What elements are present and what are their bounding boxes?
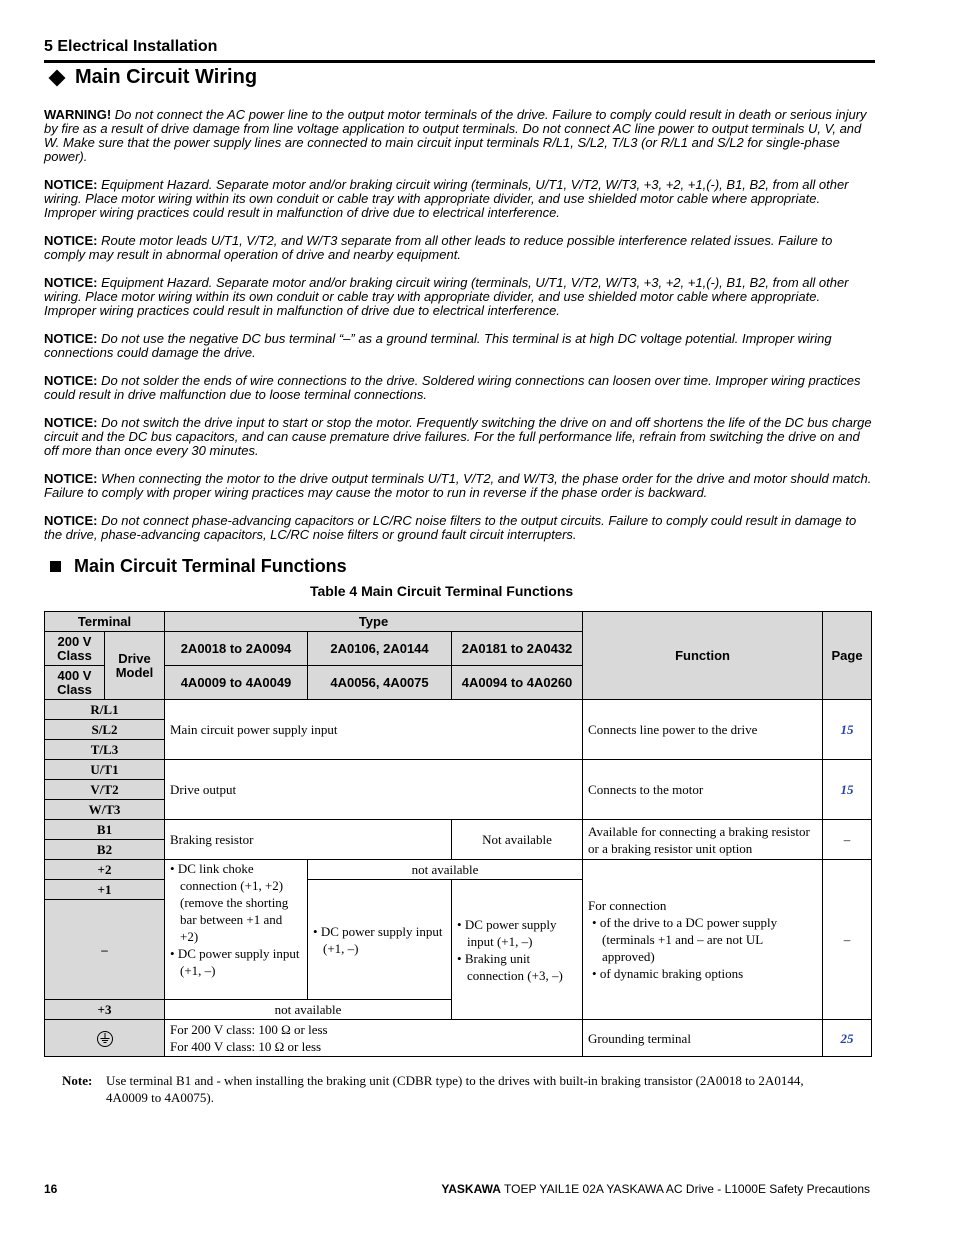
bullet-item: • DC link choke connection (+1, +2) (remove the shorting bar between +1 and +2) xyxy=(170,861,289,944)
footer-brand: YASKAWA xyxy=(441,1182,501,1196)
notice-text: Do not use the negative DC bus terminal “–” as a ground terminal. This terminal is at high DC voltage potential. Improper wiring connections could damage the drive. xyxy=(44,331,832,360)
table-caption: Table 4 Main Circuit Terminal Functions xyxy=(310,583,574,599)
model-200v-range-2: 2A0106, 2A0144 xyxy=(308,632,452,666)
notice-text: Equipment Hazard. Separate motor and/or braking circuit wiring (terminals, U/T1, V/T2, W/T3, +3, +2, +1,(-), B1, B2, from all other wiring. Place motor wiring within its own conduit or cable tray with appropriate divider, and use shielded motor cable where appropriate. Improper wiring practices could result in malfunction of drive due to electrical interference. xyxy=(44,177,849,220)
ground-symbol-icon xyxy=(97,1031,113,1047)
notice-label: NOTICE: xyxy=(44,513,98,528)
model-400v-range-1: 4A0009 to 4A0049 xyxy=(165,666,308,700)
model-200v-range-1: 2A0018 to 2A0094 xyxy=(165,632,308,666)
dc-type-cell xyxy=(452,880,583,1020)
bullet-item-text: of dynamic braking options xyxy=(599,966,744,981)
diamond-bullet-icon xyxy=(49,69,66,86)
note-row xyxy=(62,1072,822,1106)
notice-label: NOTICE: xyxy=(44,373,98,388)
notice-label: NOTICE: xyxy=(44,331,98,346)
bullet-item: • Braking unit connection (+3, –) xyxy=(457,950,563,983)
type-cell: Drive output xyxy=(165,760,583,820)
bullet-item-text: of the drive to a DC power supply (terminals +1 and – are not UL approved) xyxy=(599,915,778,964)
header-page: Page xyxy=(823,612,872,700)
terminal-label: B2 xyxy=(45,840,165,860)
header-function: Function xyxy=(583,612,823,700)
dc-function-cell xyxy=(583,860,823,1020)
header-terminal: Terminal xyxy=(45,612,165,632)
warning-paragraph xyxy=(44,108,875,164)
notice-label: NOTICE: xyxy=(44,233,98,248)
bullet-item-text: Braking unit connection (+3, –) xyxy=(464,950,563,983)
page-cell: – xyxy=(823,820,872,860)
bullet-item: • of the drive to a DC power supply (terminals +1 and – are not UL approved) xyxy=(592,915,778,964)
terminal-functions-table xyxy=(44,611,872,1057)
notice-text: Equipment Hazard. Separate motor and/or braking circuit wiring (terminals, U/T1, V/T2, W/T3, +3, +2, +1,(-), B1, B2, from all other wiring. Place motor wiring within its own conduit or cable tray with appropriate divider, and use shielded motor cable where appropriate. Improper wiring practices could result in malfunction of drive due to electrical interference. xyxy=(44,275,849,318)
ground-terminal-cell xyxy=(45,1020,165,1057)
notice-paragraph xyxy=(44,276,875,318)
notice-text: Do not switch the drive input to start or stop the motor. Frequently switching the drive on and off shortens the life of the DC bus charge circuit and the DC bus capacitors, and can cause premature drive failures. For the full performance life, refrain from switching the drive on and off more than once every 30 minutes. xyxy=(44,415,872,458)
notice-paragraph xyxy=(44,514,875,542)
notice-text: Do not connect the AC power line to the output motor terminals of the drive. Failure to comply could result in death or serious injury by fire as a result of drive damage from line voltage application to output terminals. Do not connect AC line power to output terminals U, V, and W. Make sure that the power supply lines are connected to main circuit input terminals R/L1, S/L2, T/L3 (or R/L1 and S/L2 for single-phase power). xyxy=(44,107,867,164)
notice-label: NOTICE: xyxy=(44,415,98,430)
notice-paragraph xyxy=(44,374,875,402)
model-200v-range-3: 2A0181 to 2A0432 xyxy=(452,632,583,666)
terminal-label: B1 xyxy=(45,820,165,840)
model-400v-range-2: 4A0056, 4A0075 xyxy=(308,666,452,700)
type-cell: Braking resistor xyxy=(165,820,452,860)
header-type: Type xyxy=(165,612,583,632)
footer-doc: TOEP YAIL1E 02A YASKAWA AC Drive - L1000E Safety Precautions xyxy=(500,1182,870,1196)
bullet-item: • DC power supply input (+1, –) xyxy=(170,946,300,978)
header-rule xyxy=(44,60,875,63)
footer-document-title xyxy=(441,1182,870,1196)
table-note xyxy=(62,1072,822,1106)
type-cell-not-available: not available xyxy=(308,860,583,880)
bullet-item-text: DC link choke connection (+1, +2) (remove the shorting bar between +1 and +2) xyxy=(177,861,289,944)
page-link[interactable]: 15 xyxy=(823,700,872,760)
terminal-label: W/T3 xyxy=(45,800,165,820)
notice-label: WARNING! xyxy=(44,107,112,122)
terminal-label: V/T2 xyxy=(45,780,165,800)
bullet-item: • of dynamic braking options xyxy=(592,966,744,981)
bullet-item: • DC power supply input (+1, –) xyxy=(457,916,557,949)
notice-label: NOTICE: xyxy=(44,275,98,290)
bullet-item-text: DC power supply input (+1, –) xyxy=(320,923,443,956)
header-200v-class: 200 V Class xyxy=(45,632,105,666)
notice-list xyxy=(44,108,875,556)
note-label: Note: xyxy=(62,1073,93,1088)
bullet-item-text: DC power supply input (+1, –) xyxy=(464,916,557,949)
notice-paragraph xyxy=(44,178,875,220)
terminal-label: R/L1 xyxy=(45,700,165,720)
terminal-label: +3 xyxy=(45,1000,165,1020)
notice-paragraph xyxy=(44,472,875,500)
bullet-item: • DC power supply input (+1, –) xyxy=(313,923,443,956)
bullet-item-text: DC power supply input (+1, –) xyxy=(177,946,300,978)
function-cell: Connects to the motor xyxy=(583,760,823,820)
ground-spec-200v: For 200 V class: 100 Ω or less xyxy=(170,1022,328,1037)
subsection-heading-text: Main Circuit Terminal Functions xyxy=(74,556,347,576)
notice-label: NOTICE: xyxy=(44,177,98,192)
page-link[interactable]: 25 xyxy=(823,1020,872,1057)
type-cell-not-available: not available xyxy=(165,1000,452,1020)
notice-paragraph xyxy=(44,416,875,458)
dc-type-cell xyxy=(308,880,452,1000)
notice-label: NOTICE: xyxy=(44,471,98,486)
section-header: 5 Electrical Installation xyxy=(44,38,218,55)
type-cell-not-available: Not available xyxy=(452,820,583,860)
notice-text: Do not connect phase-advancing capacitors or LC/RC noise filters to the output circuits. Failure to comply could result in damage to the drive, phase-advancing capacitors, LC/RC noise filters or ground fault circuit interrupters. xyxy=(44,513,857,542)
terminal-label: +2 xyxy=(45,860,165,880)
terminal-label: T/L3 xyxy=(45,740,165,760)
page-cell: – xyxy=(823,860,872,1020)
notice-paragraph xyxy=(44,234,875,262)
function-cell: Available for connecting a braking resistor or a braking resistor unit option xyxy=(583,820,823,860)
notice-text: When connecting the motor to the drive output terminals U/T1, V/T2, and W/T3, the phase order for the drive and motor should match. Failure to comply with proper wiring practices may cause the motor to run in reverse if the phase order is backward. xyxy=(44,471,872,500)
function-cell: Connects line power to the drive xyxy=(583,700,823,760)
page-title xyxy=(48,66,257,89)
square-bullet-icon xyxy=(50,561,61,572)
model-400v-range-3: 4A0094 to 4A0260 xyxy=(452,666,583,700)
function-intro: For connection xyxy=(588,898,667,913)
notice-text: Route motor leads U/T1, V/T2, and W/T3 separate from all other leads to reduce possible interference related issues. Failure to comply may result in abnormal operation of drive and nearby equipment. xyxy=(44,233,833,262)
page-link[interactable]: 15 xyxy=(823,760,872,820)
terminal-label: S/L2 xyxy=(45,720,165,740)
note-text: Use terminal B1 and - when installing the braking unit (CDBR type) to the drives with built-in braking transistor (2A0018 to 2A0144, 4A0009 to 4A0075). xyxy=(106,1073,804,1105)
notice-text: Do not solder the ends of wire connections to the drive. Soldered wiring connections can loosen over time. Improper wiring practices could result in drive malfunction due to loose terminal connections. xyxy=(44,373,861,402)
subsection-heading xyxy=(50,556,347,577)
terminal-label: – xyxy=(45,900,165,1000)
notice-paragraph xyxy=(44,332,875,360)
terminal-label: U/T1 xyxy=(45,760,165,780)
type-cell: Main circuit power supply input xyxy=(165,700,583,760)
ground-spec-400v: For 400 V class: 10 Ω or less xyxy=(170,1039,322,1054)
ground-type-cell xyxy=(165,1020,583,1057)
page-title-text: Main Circuit Wiring xyxy=(75,66,258,88)
header-drive-model: Drive Model xyxy=(105,632,165,700)
function-cell: Grounding terminal xyxy=(583,1020,823,1057)
header-400v-class: 400 V Class xyxy=(45,666,105,700)
dc-type-cell xyxy=(165,860,308,1000)
page-number: 16 xyxy=(44,1182,58,1196)
terminal-label: +1 xyxy=(45,880,165,900)
